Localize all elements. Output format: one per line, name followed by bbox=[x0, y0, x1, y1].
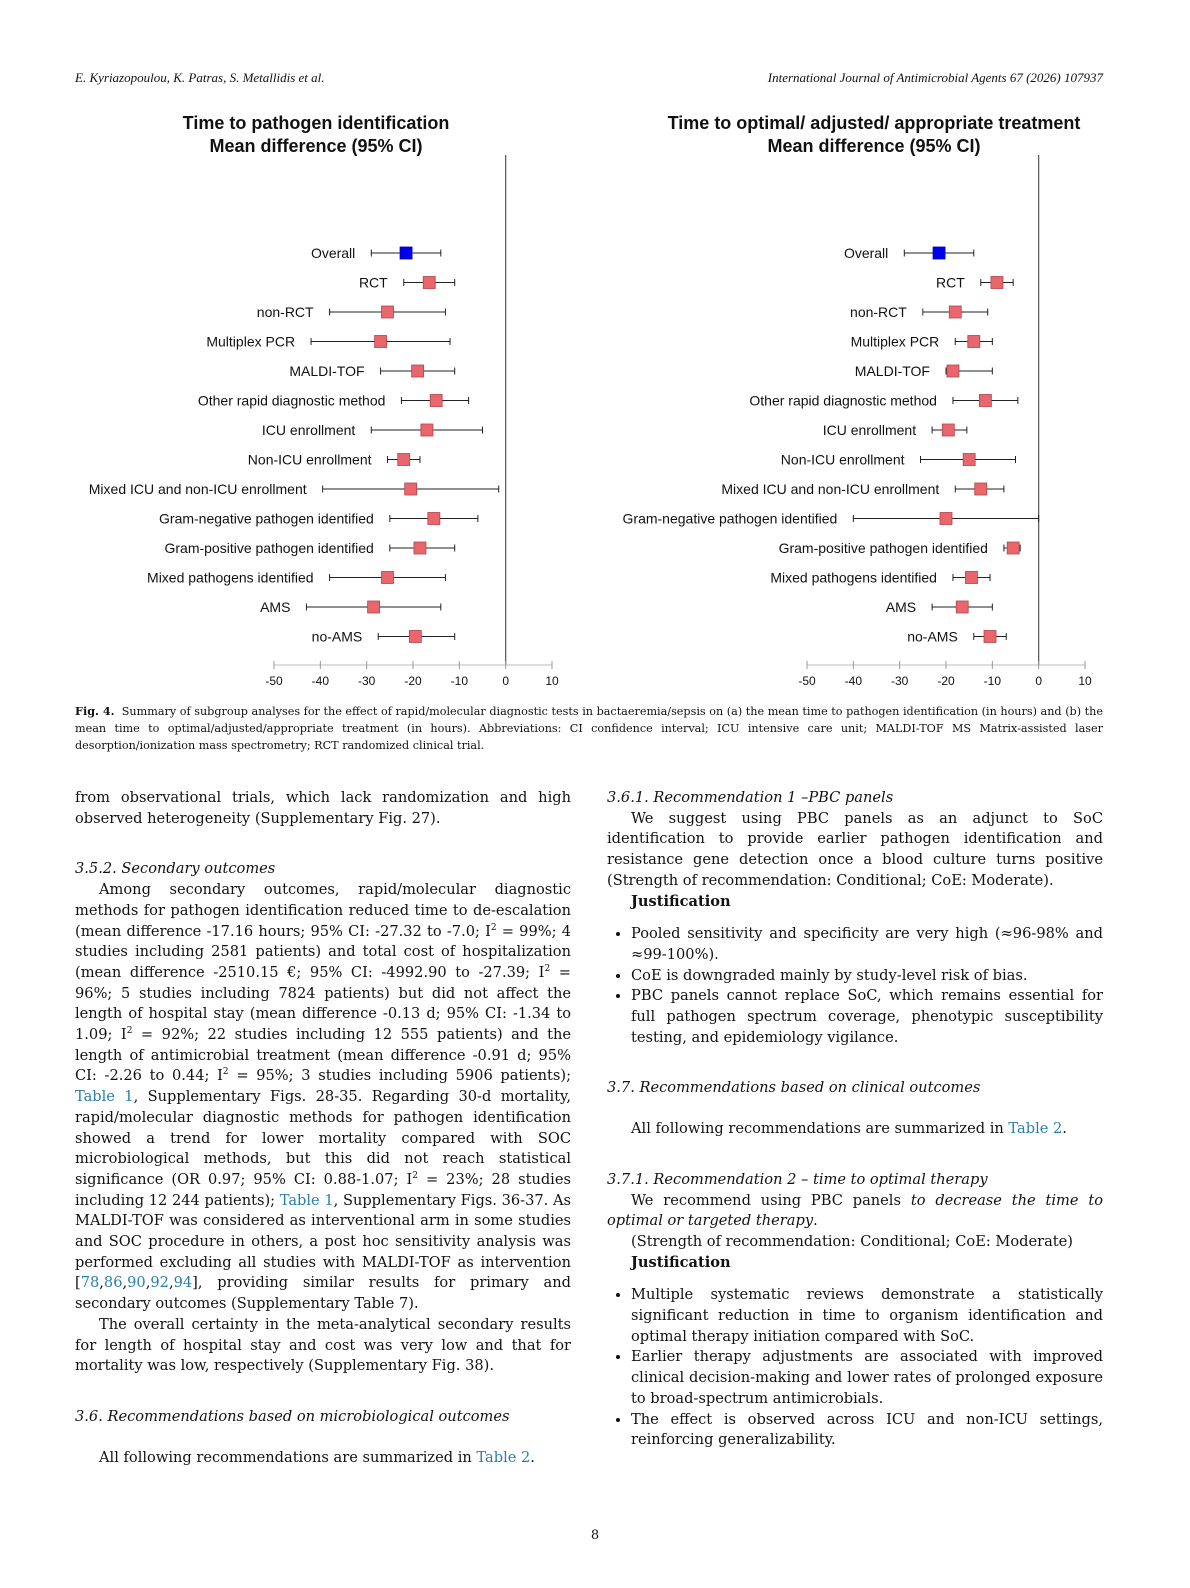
ref-86-link[interactable]: 86 bbox=[103, 1274, 123, 1292]
subgroup-estimate-marker bbox=[398, 454, 410, 466]
subgroup-estimate-marker bbox=[375, 336, 387, 348]
row-label: Gram-negative pathogen identified bbox=[622, 510, 838, 527]
running-header bbox=[75, 70, 1103, 88]
subgroup-estimate-marker bbox=[414, 542, 426, 554]
x-tick-label: -50 bbox=[265, 674, 283, 688]
row-label: Overall bbox=[843, 245, 889, 261]
row-label: ICU enrollment bbox=[822, 422, 917, 438]
row-label: MALDI-TOF bbox=[854, 363, 930, 379]
subgroup-estimate-marker bbox=[956, 601, 968, 613]
x-tick-label: -20 bbox=[404, 674, 422, 688]
row-label: RCT bbox=[935, 274, 965, 291]
row-label: AMS bbox=[885, 599, 917, 615]
subgroup-estimate-marker bbox=[412, 365, 424, 377]
x-tick-label: -30 bbox=[890, 674, 909, 688]
row-label: Mixed pathogens identified bbox=[770, 569, 937, 586]
row-label: RCT bbox=[358, 274, 388, 291]
ref-94-link[interactable]: 94 bbox=[173, 1274, 193, 1292]
subgroup-estimate-marker bbox=[942, 424, 954, 436]
x-tick-label: -30 bbox=[357, 674, 376, 688]
row-label: Non-ICU enrollment bbox=[780, 451, 905, 468]
list-item: • Multiple systematic reviews demonstrate a statistically significant reduction in time to organism identification and optimal therapy initiation compared with SoC. bbox=[631, 1285, 1103, 1347]
section-heading-3-6: 3.6. Recommendations based on microbiological outcomes bbox=[75, 1407, 510, 1425]
subgroup-estimate-marker bbox=[991, 277, 1003, 289]
justification-heading: Justification bbox=[631, 1253, 731, 1271]
subgroup-estimate-marker bbox=[984, 631, 996, 643]
x-tick-label: -50 bbox=[798, 674, 816, 688]
row-label: Gram-positive pathogen identified bbox=[164, 540, 374, 556]
figure-caption bbox=[75, 703, 1103, 754]
list-item: • Pooled sensitivity and specificity are very high (≈96-98% and ≈99-100%). bbox=[631, 924, 1103, 965]
paragraph-secondary-outcomes: Among secondary outcomes, rapid/molecular diagnostic methods for pathogen identification reduced time to de-escalation (mean difference -17.16 hours; 95% CI: -27.32 to -7.0; $I^2 = 99\%$; 4 studies including 2581 patients) and total cost of hospitalization (mean difference -2510.15 €; 95% CI: -4992.90 to -27.39; $I^2 = 96\%$; 5 studies including 7824 patients) but did not affect the length of hospital stay (mean difference -0.13 d; 95% CI: -1.34 to 1.09; $I^2 = 92\%$; 22 studies including 12 555 patients) and the length of antimicrobial treatment (mean difference -0.91 d; 95% CI: -2.26 to 0.44; $I^2 = 95\%$; 3 studies including 5906 patients); Table 1, Supplementary Figs. 28-35. Regarding 30-d mortality, rapid/molecular diagnostic methods for pathogen identification showed a trend for lower mortality compared with SOC microbiological methods, but this did not reach statistical significance (OR 0.97; 95% CI: 0.88-1.07; $I^2 = 23\%$; 28 studies including 12 244 patients); Table 1, Supplementary Figs. 36-37. As MALDI-TOF was considered as interventional arm in some studies and SOC procedure in others, a post hoc sensitivity analysis was performed excluding all studies with MALDI-TOF as intervention [78,86,90,92,94], providing similar results for primary and secondary outcomes (Supplementary Table 7). bbox=[75, 881, 572, 1313]
subgroup-estimate-marker bbox=[430, 395, 442, 407]
row-label: Other rapid diagnostic method bbox=[749, 392, 937, 409]
list-item: • PBC panels cannot replace SoC, which remains essential for full pathogen spectrum coverage, phenotypic susceptibility testing, and epidemiology vigilance. bbox=[631, 986, 1103, 1048]
row-label: AMS bbox=[260, 599, 291, 615]
subgroup-estimate-marker bbox=[409, 631, 421, 643]
header-authors: E. Kyriazopoulou, K. Patras, S. Metallidis et al. bbox=[75, 70, 325, 85]
x-tick-label: 10 bbox=[1078, 674, 1092, 688]
paragraph-recommendation-2: We recommend using PBC panels to decrease the time to optimal or targeted therapy. bbox=[607, 1191, 1104, 1230]
table-2-link[interactable]: Table 2 bbox=[1008, 1120, 1063, 1138]
row-label: no-AMS bbox=[311, 628, 363, 645]
row-label: Mixed pathogens identified bbox=[147, 569, 314, 586]
row-label: Gram-negative pathogen identified bbox=[159, 510, 374, 527]
justification-list-1 bbox=[607, 924, 1103, 1048]
subgroup-estimate-marker bbox=[975, 483, 987, 495]
subgroup-estimate-marker bbox=[947, 365, 959, 377]
ref-78-link[interactable]: 78 bbox=[80, 1274, 100, 1292]
row-label: Mixed ICU and non-ICU enrollment bbox=[721, 481, 940, 497]
paragraph-strength: (Strength of recommendation: Conditional; CoE: Moderate) bbox=[631, 1232, 1073, 1250]
subgroup-estimate-marker bbox=[979, 395, 991, 407]
paragraph-recommendation-1: We suggest using PBC panels as an adjunct to SoC identification to provide earlier pathogen identification and resistance gene detection once a blood culture turns positive (Strength of recommendation: Conditional; CoE: Moderate). bbox=[607, 809, 1103, 889]
subgroup-estimate-marker bbox=[423, 277, 435, 289]
list-item: • The effect is observed across ICU and non-ICU settings, reinforcing generalizability. bbox=[631, 1410, 1103, 1451]
x-tick-label: -40 bbox=[311, 674, 330, 688]
x-tick-label: -20 bbox=[937, 674, 955, 688]
subgroup-estimate-marker bbox=[382, 572, 394, 584]
chart-subtitle: Mean difference (95% CI) bbox=[767, 136, 981, 156]
x-tick-label: -10 bbox=[450, 674, 469, 688]
chart-subtitle: Mean difference (95% CI) bbox=[209, 136, 423, 156]
paragraph: from observational trials, which lack randomization and high observed heterogeneity (Supplementary Fig. 27). bbox=[75, 789, 571, 827]
ref-92-link[interactable]: 92 bbox=[150, 1274, 169, 1292]
table-1-link[interactable]: Table 1 bbox=[279, 1191, 334, 1209]
right-column bbox=[607, 788, 1103, 1451]
row-label: ICU enrollment bbox=[261, 422, 356, 438]
x-tick-label: -40 bbox=[844, 674, 863, 688]
x-tick-label: -10 bbox=[983, 674, 1002, 688]
row-label: Overall bbox=[310, 245, 356, 261]
row-label: non-RCT bbox=[256, 304, 314, 320]
ref-90-link[interactable]: 90 bbox=[127, 1274, 146, 1292]
subgroup-estimate-marker bbox=[940, 513, 952, 525]
subgroup-estimate-marker bbox=[968, 336, 980, 348]
justification-list-2 bbox=[607, 1285, 1103, 1451]
table-1-link[interactable]: Table 1 bbox=[75, 1088, 134, 1106]
subgroup-estimate-marker bbox=[421, 424, 433, 436]
caption-text: Summary of subgroup analyses for the effect of rapid/molecular diagnostic tests in bactaeremia/sepsis on (a) the mean time to pathogen identification (in hours) and (b) the mean time to optimal/adjusted/appropriate treatment (in hours). Abbreviations: CI confidence interval; ICU intensive care unit; MALDI-TOF MS Matrix-assisted laser desorption/ionization mass spectrometry; RCT randomized clinical trial. bbox=[75, 705, 1104, 752]
list-item: • CoE is downgraded mainly by study-level risk of bias. bbox=[631, 966, 1103, 987]
chart-title: Time to pathogen identification bbox=[182, 113, 450, 133]
caption-label: Fig. 4. bbox=[75, 704, 115, 718]
section-heading-3-7-1: 3.7.1. Recommendation 2 – time to optimal therapy bbox=[607, 1170, 988, 1188]
paragraph-summary-link: All following recommendations are summarized in Table 2. bbox=[631, 1120, 1067, 1138]
subgroup-estimate-marker bbox=[965, 572, 977, 584]
row-label: non-RCT bbox=[850, 304, 907, 320]
row-label: Multiplex PCR bbox=[206, 333, 296, 350]
subgroup-estimate-marker bbox=[1007, 542, 1019, 554]
left-column bbox=[75, 788, 571, 1468]
subgroup-estimate-marker bbox=[428, 513, 440, 525]
subgroup-estimate-marker bbox=[382, 306, 394, 318]
x-tick-label: 0 bbox=[1035, 674, 1043, 688]
row-label: no-AMS bbox=[907, 628, 958, 645]
header-journal: International Journal of Antimicrobial Agents 67 (2026) 107937 bbox=[767, 70, 1103, 85]
page-number: 8 bbox=[590, 1528, 600, 1543]
paragraph-summary-link: All following recommendations are summarized in Table 2. bbox=[99, 1448, 535, 1466]
justification-heading: Justification bbox=[631, 892, 731, 910]
row-label: Other rapid diagnostic method bbox=[197, 392, 386, 409]
subgroup-estimate-marker bbox=[949, 306, 961, 318]
paragraph-certainty: The overall certainty in the meta-analytical secondary results for length of hospital stay and cost was very low and that for mortality was low, respectively (Supplementary Fig. 38). bbox=[75, 1315, 571, 1375]
overall-estimate-marker bbox=[933, 247, 945, 259]
row-label: Gram-positive pathogen identified bbox=[778, 540, 988, 556]
section-heading-3-6-1: 3.6.1. Recommendation 1 –PBC panels bbox=[607, 789, 894, 806]
section-heading-3-7: 3.7. Recommendations based on clinical outcomes bbox=[607, 1079, 981, 1097]
subgroup-estimate-marker bbox=[368, 601, 380, 613]
subgroup-estimate-marker bbox=[405, 483, 417, 495]
section-heading-3-5-2: 3.5.2. Secondary outcomes bbox=[75, 860, 276, 878]
figure-4 bbox=[0, 95, 1190, 705]
x-tick-label: 0 bbox=[502, 674, 510, 688]
chart-title: Time to optimal/ adjusted/ appropriate treatment bbox=[667, 113, 1081, 133]
row-label: Non-ICU enrollment bbox=[247, 451, 372, 468]
row-label: Mixed ICU and non-ICU enrollment bbox=[88, 481, 307, 497]
row-label: Multiplex PCR bbox=[850, 333, 940, 350]
row-label: MALDI-TOF bbox=[289, 363, 365, 379]
x-tick-label: 10 bbox=[545, 674, 559, 688]
table-2-link[interactable]: Table 2 bbox=[476, 1448, 531, 1466]
list-item: • Earlier therapy adjustments are associated with improved clinical decision-making and lower rates of prolonged exposure to broad-spectrum antimicrobials. bbox=[631, 1347, 1103, 1409]
overall-estimate-marker bbox=[400, 247, 412, 259]
subgroup-estimate-marker bbox=[963, 454, 975, 466]
